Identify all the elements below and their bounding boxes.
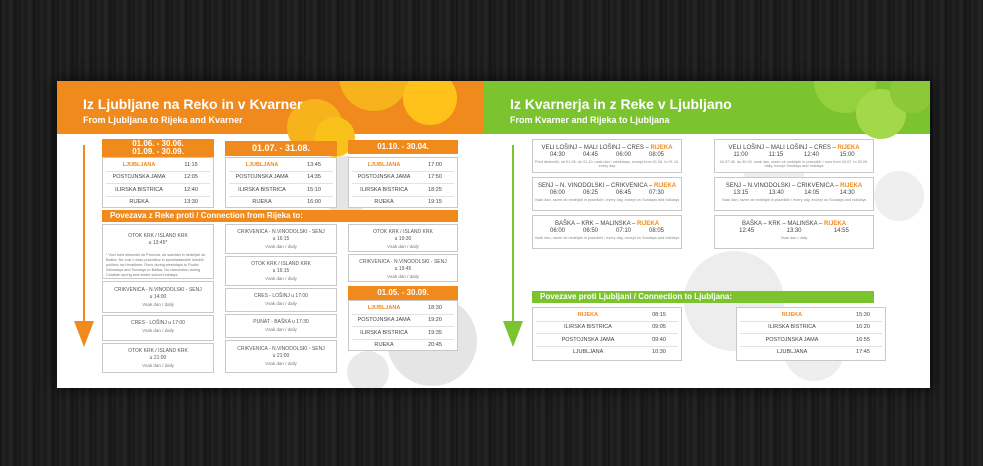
timetable-row: LJUBLJANA 11:15 [106,159,210,172]
arrow-down-icon [74,321,94,347]
timetable-row: POSTOJNSKA JAMA 09:40 [536,334,678,347]
timetable [348,157,458,208]
timetable-row: ILIRSKA BISTRICA 15:10 [229,184,333,197]
route-timetable: VELI LOŠINJ – MALI LOŠINJ – CRES – RIJEKA 04:30 04:45 06:00 08:05 Pred delavniki, od 01.06. do 01.10. vsak dan / weekdays, except from 01.06. to 01.10. every day [532,139,682,173]
left-title: Iz Ljubljane na Reko in v Kvarner [83,96,303,112]
direction-arrow [83,145,85,325]
timetable-row: LJUBLJANA 18:30 [352,302,454,315]
timetable-row: POSTOJNSKA JAMA 12:05 [106,172,210,185]
timetable-row: RIJEKA 13:30 [129,199,198,206]
timetable-row: RIJEKA 08:15 [536,309,678,322]
season-header: 01.05. - 30.09. [348,286,458,300]
connection-box: OTOK KRK / ISLAND KRK u 13:45* * Vozi med delavniki ob Povezia, ob sobotah in nedeljah do Baške. Ne vozi v času praznikov in spomladanskih šolskih počitnic na Hrvaškem. Runs during weekdays to Povile, Saturdays and Sundays to Baška. No connection during Croatian spring and winter school holidays. [102,224,214,279]
timetable-row: RIJEKA 20:45 [374,342,442,349]
connection-box: PUNAT - BAŠKA u 17:30 Vsak dan / daily [225,314,337,338]
timetable-row: ILIRSKA BISTRICA 12:40 [106,184,210,197]
right-page [484,81,930,388]
decor-circle [347,351,389,388]
timetable [348,300,458,351]
timetable-row: LJUBLJANA 13:45 [229,159,333,172]
season-header: 01.10. - 30.04. [348,140,458,154]
timetable [532,307,682,361]
season-header: 01.06. - 30.06. 01.09. - 30.09. [102,139,214,157]
left-subtitle: From Ljubljana to Rijeka and Kvarner [83,115,243,125]
route-timetable: SENJ – N.VINODOLSKI – CRIKVENICA – RIJEKA 13:15 13:40 14:05 14:30 Vsak dan, razen ob nedeljah in praznikih / every day, except on Sundays and holidays [714,177,874,211]
left-page [57,81,484,388]
connection-box: OTOK KRK / ISLAND KRK u 19:30 Vsak dan / daily [348,224,458,252]
connection-box: CRIKVENICA - N.VINODOLSKI - SENJ u 21:00 Vsak dan / daily [225,340,337,373]
timetable-row: ILIRSKA BISTRICA 18:25 [352,184,454,197]
decor-circle [339,81,409,111]
timetable-row: POSTOJNSKA JAMA 14:35 [229,172,333,185]
route-timetable: BAŠKA – KRK – MALINSKA – RIJEKA 12:45 13:30 14:55 Vsak dan / daily [714,215,874,249]
connection-box: CRIKVENICA - N.VINODOLSKI - SENJ u 19:45 Vsak dan / daily [348,254,458,282]
timetable-row: ILIRSKA BISTRICA 09:05 [536,322,678,335]
direction-arrow [512,145,514,325]
timetable-brochure [57,81,930,388]
route-timetable: BAŠKA – KRK – MALINSKA – RIJEKA 06:00 06:50 07:10 08:05 Vsak dan, razen ob nedeljah in praznikih / every day, except on Sundays and holidays [532,215,682,249]
route-timetable: VELI LOŠINJ – MALI LOŠINJ – CRES – RIJEKA 11:00 11:15 12:40 15:00 04.07-06. do 30.09. vsak dan, razen ob nedeljah in praznikih / runs from 04.07. to 30.09. daily, except Sundays and holidays [714,139,874,173]
timetable-row: RIJEKA 19:15 [374,199,442,206]
timetable [225,157,337,208]
timetable [736,307,886,361]
right-header [484,81,930,134]
connection-box: CRIKVENICA - N.VINODOLSKI - SENJ u 14:00 Vsak dan / daily [102,281,214,313]
decor-circle [403,81,457,125]
connection-box: CRES - LOŠINJ u 17:00 Vsak dan / daily [225,288,337,312]
decor-circle [874,171,924,221]
season-header: 01.07. - 31.08. [225,141,337,156]
route-timetable: SENJ – N. VINODOLSKI – CRIKVENICA – RIJEKA 06:00 06:25 06:45 07:30 Vsak dan, razen ob nedeljah in praznikih / every day, except on Sundays and holidays [532,177,682,211]
connection-box: OTOK KRK / ISLAND KRK u 21:00 Vsak dan / daily [102,343,214,373]
left-header [57,81,484,134]
timetable [102,157,214,208]
timetable-row: RIJEKA 16:00 [252,199,321,206]
timetable-row: ILIRSKA BISTRICA 19:35 [352,327,454,340]
timetable-row: LJUBLJANA 17:45 [776,349,870,356]
timetable-row: ILIRSKA BISTRICA 16:20 [740,322,882,335]
connection-band: Povezava z Reke proti / Connection from Rijeka to: [102,210,458,222]
timetable-row: POSTOJNSKA JAMA 19:20 [352,315,454,328]
timetable-row: RIJEKA 15:30 [740,309,882,322]
right-title: Iz Kvarnerja in z Reke v Ljubljano [510,96,732,112]
connection-box: OTOK KRK / ISLAND KRK u 16:15 Vsak dan / daily [225,256,337,286]
timetable-row: LJUBLJANA 10:30 [572,349,666,356]
timetable-row: POSTOJNSKA JAMA 17:50 [352,172,454,185]
timetable-row: LJUBLJANA 17:00 [352,159,454,172]
connection-box: CRIKVENICA - N.VINODOLSKI - SENJ u 16:15 Vsak dan / daily [225,224,337,254]
arrow-down-icon [503,321,523,347]
timetable-row: POSTOJNSKA JAMA 16:55 [740,334,882,347]
right-subtitle: From Kvarner and Rijeka to Ljubljana [510,115,670,125]
footnote: * Vozi med delavniki ob Povezia, ob sobotah in nedeljah do Baške. Ne vozi v času praznikov in spomladanskih šolskih počitnic na Hrvaškem. Runs during weekdays to Povile, Saturdays and Sundays to Baška. No connection during Croatian spring and winter school holidays. [106,253,206,277]
connection-band: Povezave proti Ljubljani / Connection to Ljubljana: [532,291,874,303]
connection-box: CRES - LOŠINJ u 17:00 Vsak dan / daily [102,315,214,341]
